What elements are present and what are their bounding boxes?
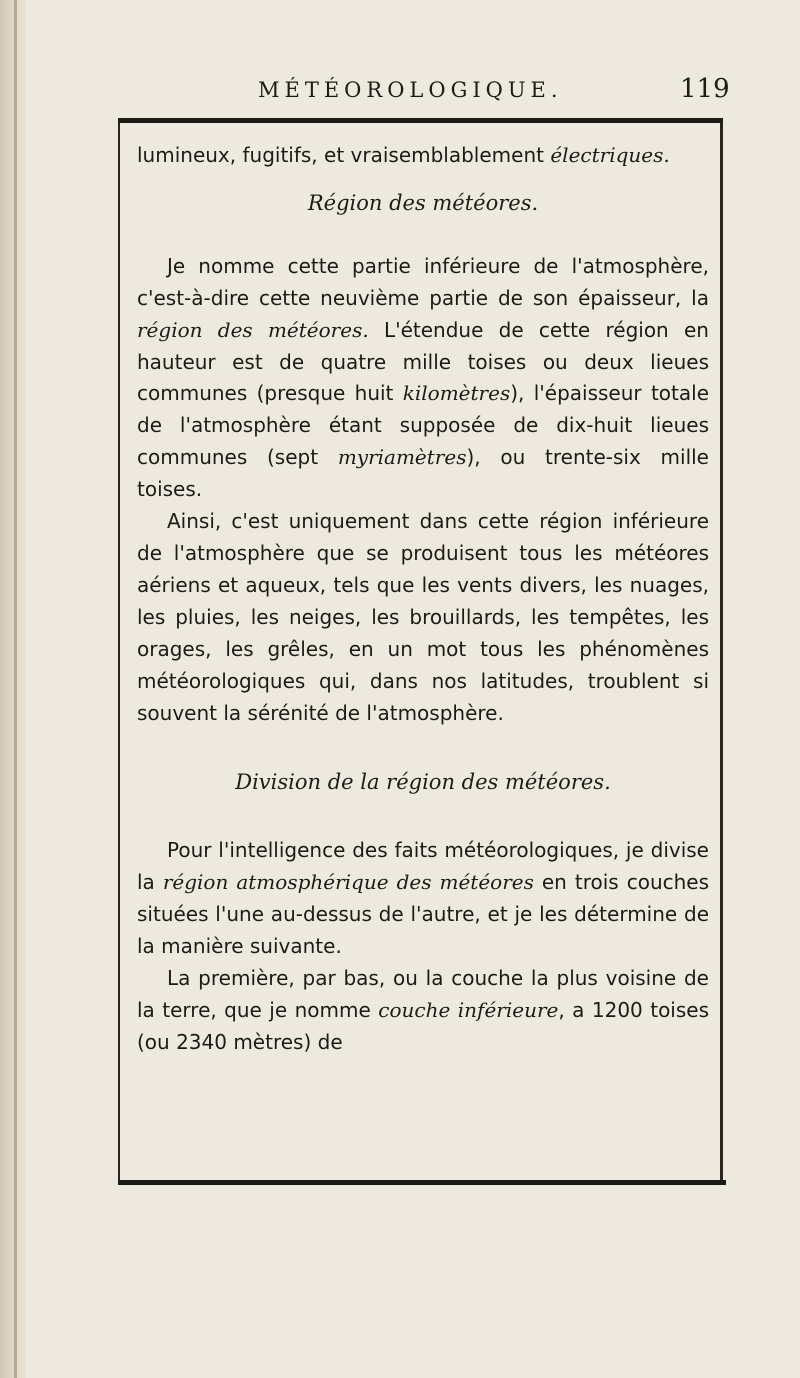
section-heading-region: Région des météores. (307, 190, 539, 215)
binding-line (14, 0, 17, 1378)
page-number: 119 (680, 74, 730, 104)
paragraph-first-layer (137, 963, 709, 1059)
section-heading-division: Division de la région des météores. (235, 770, 611, 795)
paragraph-text: Pour l'intelligence des faits météorologiques, je divise la (137, 838, 709, 895)
paragraph-text: , a 1200 toises (ou 2340 mètres) de (137, 997, 710, 1054)
paragraph-text: ), l'épaisseur totale de l'atmosphère étant supposée de dix-huit lieues communes (sept (137, 381, 710, 470)
italic-term: kilomètres (402, 381, 511, 406)
paragraph-text: lumineux, fugitifs, et vraisemblablement (137, 143, 551, 167)
body-text (137, 140, 709, 1059)
italic-term: myriamètres (337, 445, 467, 470)
bottom-rule (118, 1180, 726, 1185)
paragraph-definition (137, 251, 709, 506)
paragraph-text: L'étendue de cette région en hauteur est de quatre mille toises ou deux lieues communes (presque huit (137, 317, 709, 406)
paragraph-text: ), ou trente-six mille toises. (137, 445, 709, 502)
italic-term: région des météores. (137, 317, 369, 342)
paragraph-text: en trois couches situées l'une au-dessus de l'autre, et je les détermine de la manière suivante. (137, 870, 710, 959)
paragraph-text: La première, par bas, ou la couche la plus voisine de la terre, que je nomme (137, 965, 709, 1022)
paragraph-division (137, 835, 709, 963)
italic-term: région atmosphérique des météores (162, 870, 534, 895)
paragraph-continued (137, 140, 709, 172)
italic-term: électriques. (550, 143, 670, 167)
italic-term: couche inférieure (378, 997, 559, 1022)
paragraph-text: Je nomme cette partie inférieure de l'atmosphère, c'est-à-dire cette neuvième partie de son épaisseur, la (137, 253, 709, 310)
paragraph-meteors: Ainsi, c'est uniquement dans cette région inférieure de l'atmosphère que se produisent tous les météores aériens et aqueux, tels que les vents divers, les nuages, les pluies, les neiges, les brouillards, les tempêtes, les orages, les grêles, en un mot tous les phénomènes météorologiques qui, dans nos latitudes, troublent si souvent la sérénité de l'atmosphère. (137, 509, 709, 725)
binding-edge (0, 0, 26, 1378)
running-head: MÉTÉOROLOGIQUE. (258, 78, 563, 102)
